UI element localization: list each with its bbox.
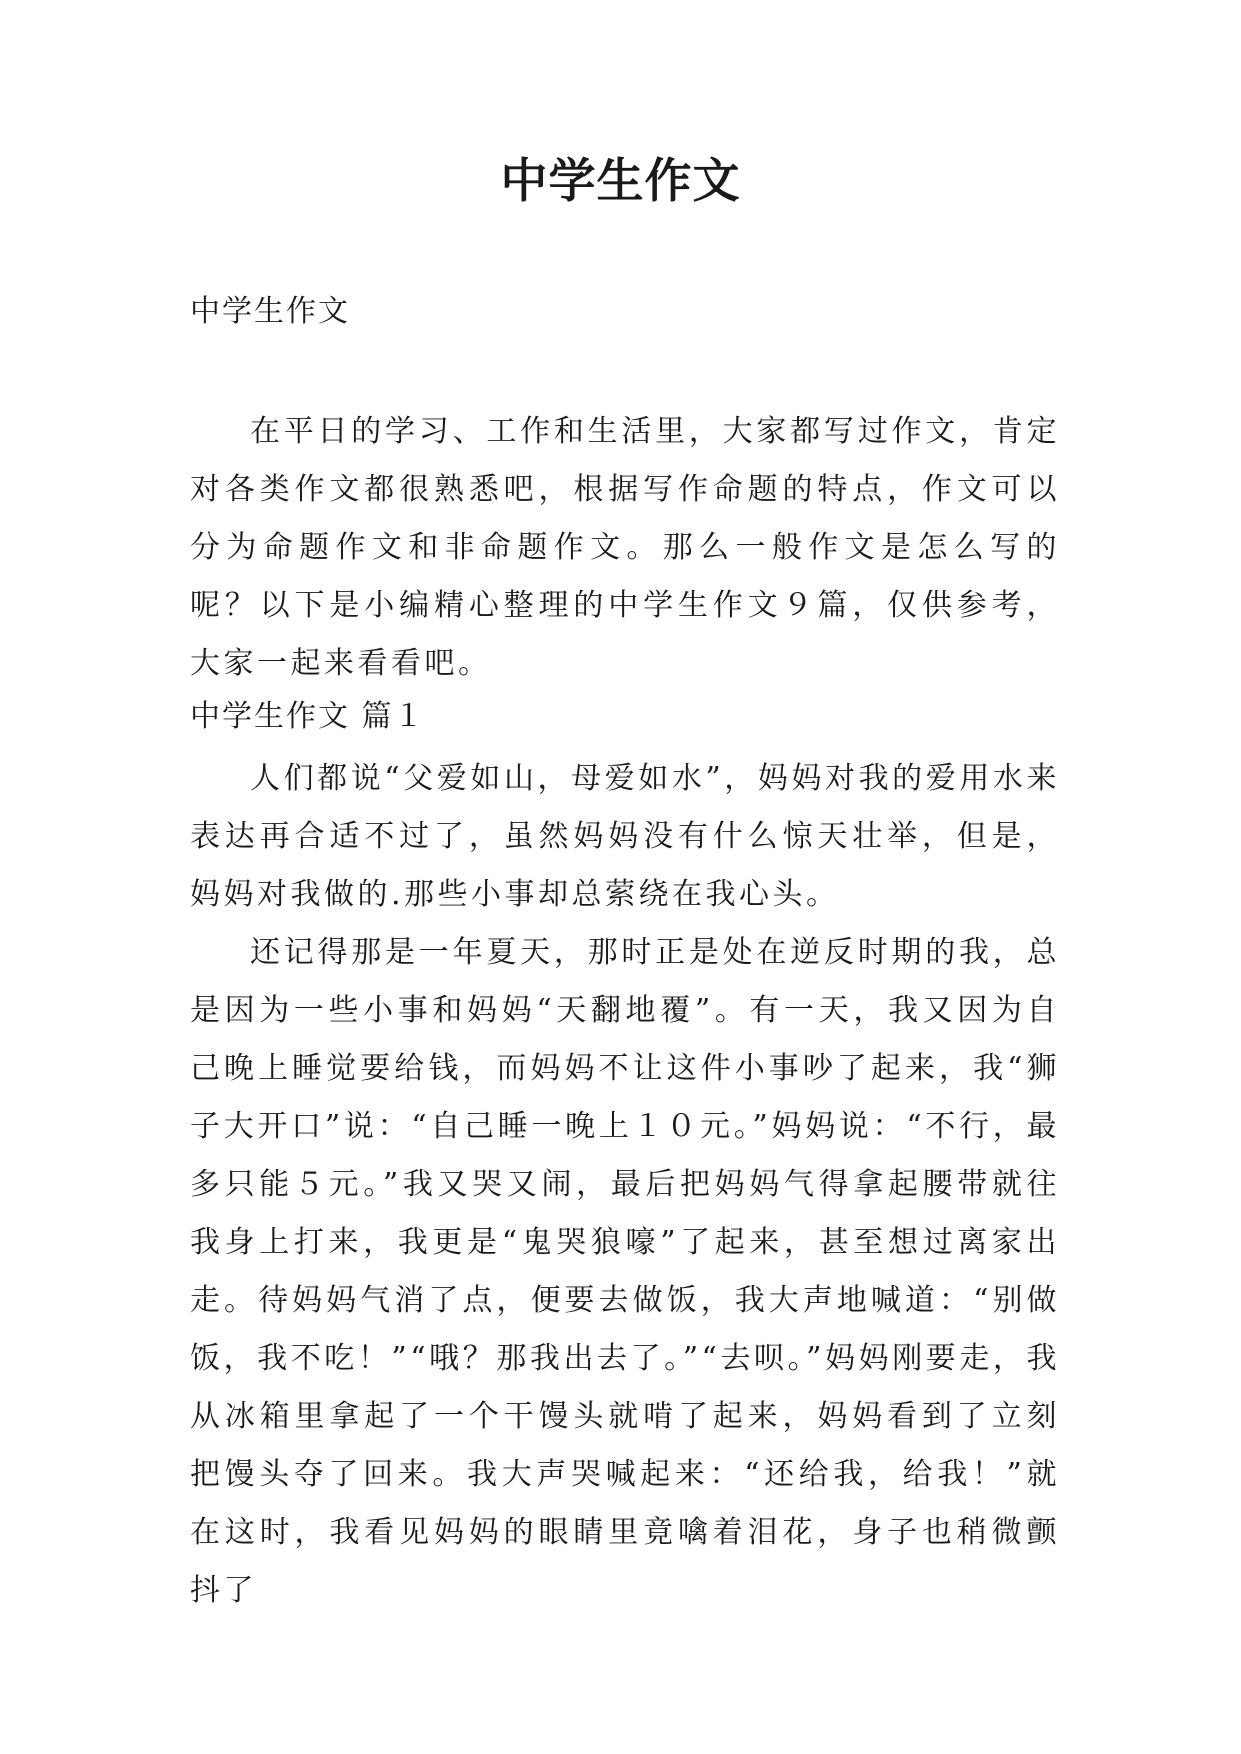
intro-paragraph: 在平日的学习、工作和生活里，大家都写过作文，肯定对各类作文都很熟悉吧，根据写作命题的特点，作文可以分为命题作文和非命题作文。那么一般作文是怎么写的呢？以下是小编精心整理的中学生作文９篇，仅供参考，大家一起来看看吧。	[190, 414, 1060, 681]
section-heading: 中学生作文 篇１	[190, 699, 426, 734]
essay-body	[190, 750, 1060, 1620]
essay-paragraph: 还记得那是一年夏天，那时正是处在逆反时期的我，总是因为一些小事和妈妈“天翻地覆”。有一天，我又因为自己晚上睡觉要给钱，而妈妈不让这件小事吵了起来，我“狮子大开口”说：“自己睡一晚上１０元。”妈妈说：“不行，最多只能５元。”我又哭又闹，最后把妈妈气得拿起腰带就往我身上打来，我更是“鬼哭狼嚎”了起来，甚至想过离家出走。待妈妈气消了点，便要去做饭，我大声地喊道：“别做饭，我不吃！”“哦？那我出去了。”“去呗。”妈妈刚要走，我从冰箱里拿起了一个干馒头就啃了起来，妈妈看到了立刻把馒头夺了回来。我大声哭喊起来：“还给我，给我！”就在这时，我看见妈妈的眼睛里竟噙着泪花，身子也稍微颤抖了	[190, 935, 1060, 1608]
document-subtitle: 中学生作文	[190, 294, 350, 329]
document-title: 中学生作文	[500, 154, 741, 209]
intro-block	[190, 403, 1060, 693]
essay-paragraph: 人们都说“父爱如山，母爱如水”，妈妈对我的爱用水来表达再合适不过了，虽然妈妈没有什么惊天壮举，但是，妈妈对我做的.那些小事却总萦绕在我心头。	[190, 761, 1060, 912]
